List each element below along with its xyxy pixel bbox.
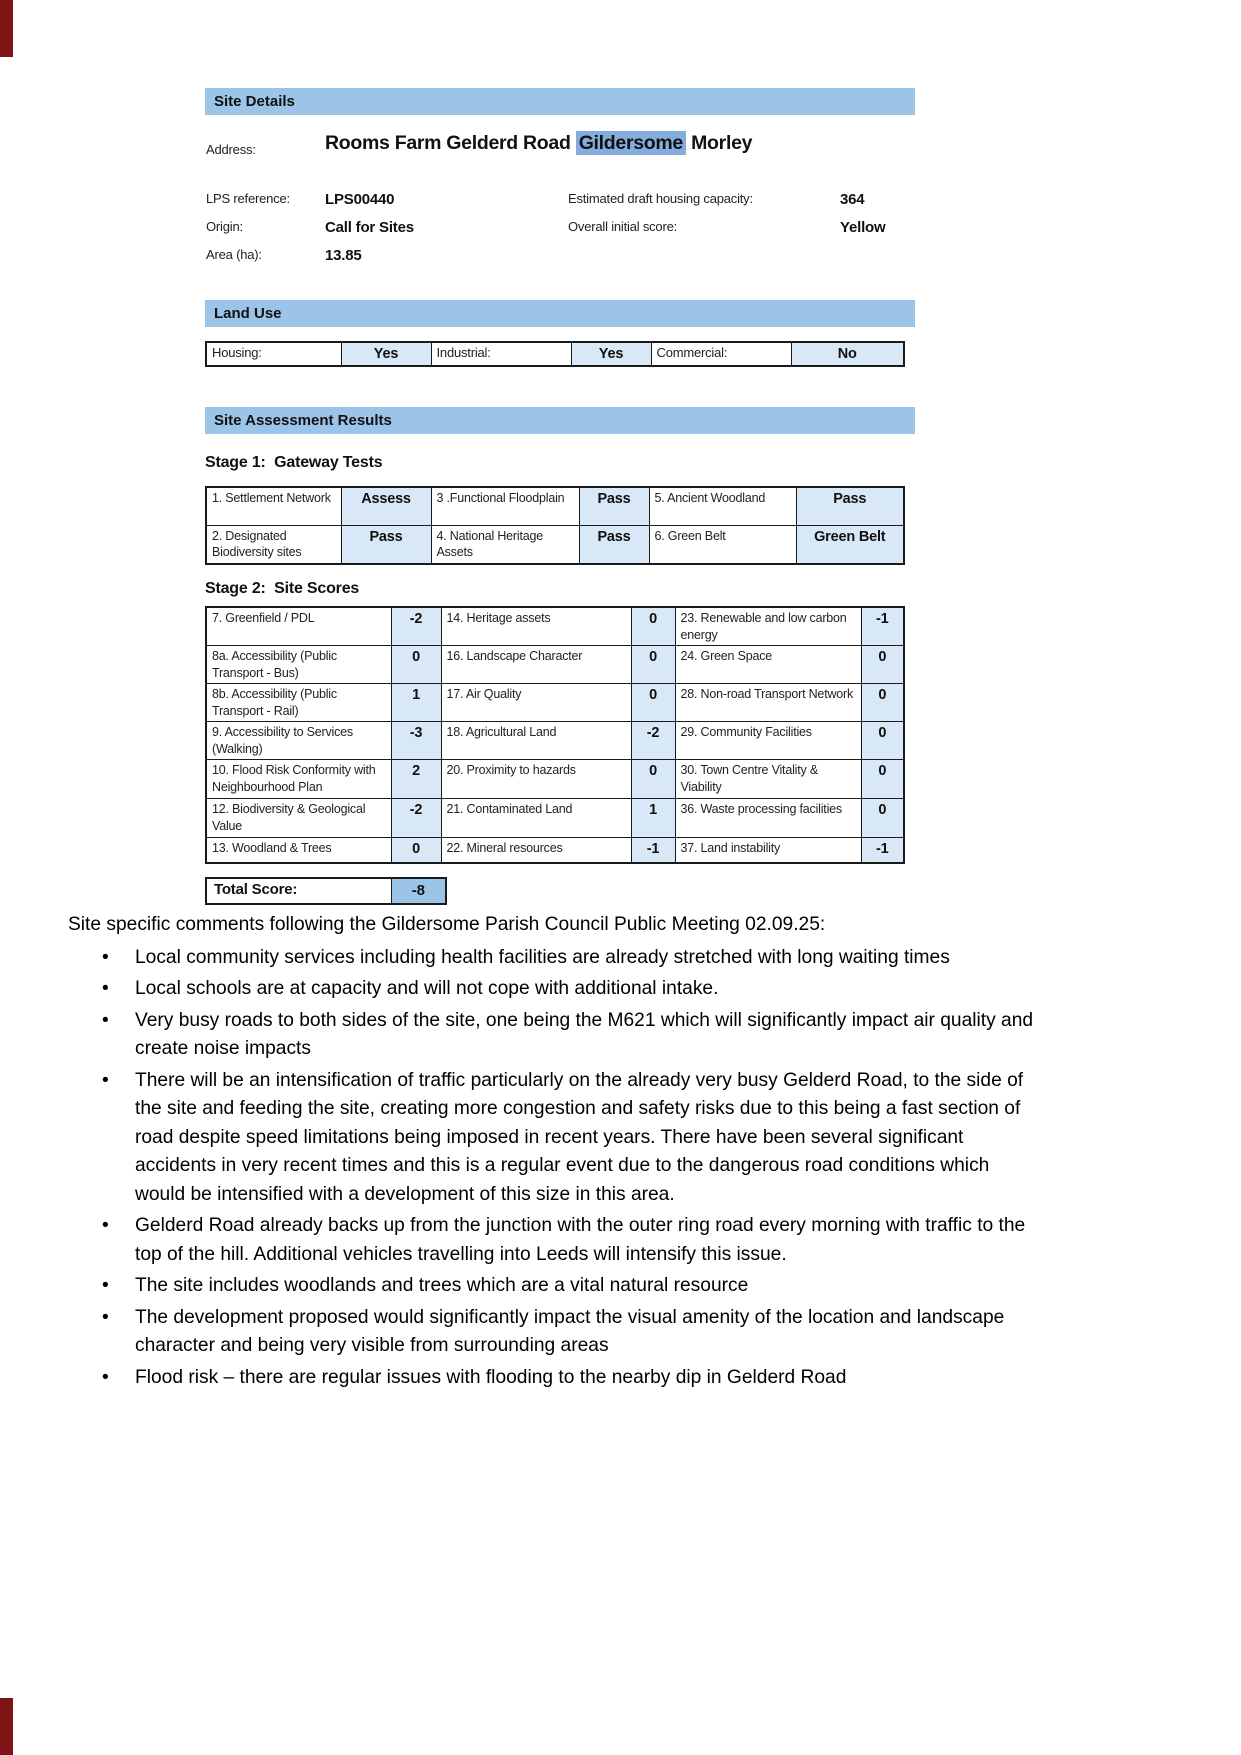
section-title: Site Details xyxy=(214,93,295,110)
criterion-score: 1 xyxy=(631,799,675,838)
address-label: Address: xyxy=(206,142,256,157)
total-score-label: Total Score: xyxy=(206,878,391,904)
criterion-score: -1 xyxy=(631,838,675,863)
total-score-value: -8 xyxy=(391,878,446,904)
criterion-score: 0 xyxy=(861,760,904,799)
criterion-result: Pass xyxy=(341,525,431,564)
table-row xyxy=(206,722,904,760)
table-row xyxy=(206,525,904,564)
criterion-label: 22. Mineral resources xyxy=(441,838,631,863)
criterion-result: Pass xyxy=(579,525,649,564)
land-use-value: Yes xyxy=(571,342,651,366)
land-use-label: Industrial: xyxy=(431,342,571,366)
initial-score-label: Overall initial score: xyxy=(568,219,678,234)
housing-capacity-label: Estimated draft housing capacity: xyxy=(568,191,753,206)
page-edge-mark-bottom xyxy=(0,1698,13,1755)
stage2-heading: Stage 2: Site Scores xyxy=(205,580,360,597)
table-row xyxy=(206,684,904,722)
stage1-gateway-tests-table xyxy=(205,486,905,565)
criterion-result: Pass xyxy=(796,487,904,525)
criterion-score: 0 xyxy=(391,838,441,863)
comment-bullet: • Local community services including health facilities are already stretched with long waiting times xyxy=(68,944,1044,973)
criterion-label: 29. Community Facilities xyxy=(675,722,861,760)
criterion-score: 0 xyxy=(631,684,675,722)
criterion-score: 0 xyxy=(631,760,675,799)
criterion-label: 1. Settlement Network xyxy=(206,487,341,525)
criterion-score: 0 xyxy=(861,684,904,722)
criterion-label: 7. Greenfield / PDL xyxy=(206,607,391,646)
criterion-score: 0 xyxy=(391,646,441,684)
criterion-score: -1 xyxy=(861,607,904,646)
land-use-table xyxy=(205,341,905,367)
area-label: Area (ha): xyxy=(206,247,262,262)
criterion-label: 36. Waste processing facilities xyxy=(675,799,861,838)
criterion-label: 5. Ancient Woodland xyxy=(649,487,796,525)
criterion-label: 21. Contaminated Land xyxy=(441,799,631,838)
lps-reference-label: LPS reference: xyxy=(206,191,290,206)
criterion-label: 16. Landscape Character xyxy=(441,646,631,684)
section-header-assessment-results xyxy=(205,407,915,434)
criterion-score: 0 xyxy=(631,607,675,646)
criterion-label: 37. Land instability xyxy=(675,838,861,863)
criterion-score: -2 xyxy=(631,722,675,760)
origin-label: Origin: xyxy=(206,219,243,234)
stage1-heading: Stage 1: Gateway Tests xyxy=(205,454,383,471)
site-comments-section xyxy=(68,911,1044,1395)
criterion-label: 6. Green Belt xyxy=(649,525,796,564)
table-row xyxy=(206,342,904,366)
origin-value: Call for Sites xyxy=(325,219,414,236)
criterion-label: 20. Proximity to hazards xyxy=(441,760,631,799)
criterion-score: -1 xyxy=(861,838,904,863)
criterion-score: 0 xyxy=(631,646,675,684)
criterion-score: 2 xyxy=(391,760,441,799)
address-text-pre: Rooms Farm Gelderd Road xyxy=(325,132,576,154)
land-use-label: Housing: xyxy=(206,342,341,366)
section-header-site-details xyxy=(205,88,915,115)
comment-bullet: • Very busy roads to both sides of the site, one being the M621 which will significantly impact air quality and create noise impacts xyxy=(68,1007,1044,1064)
land-use-value: Yes xyxy=(341,342,431,366)
address-text-highlighted: Gildersome xyxy=(576,131,686,155)
criterion-score: -3 xyxy=(391,722,441,760)
land-use-label: Commercial: xyxy=(651,342,791,366)
comments-intro: Site specific comments following the Gildersome Parish Council Public Meeting 02.09.25: xyxy=(68,914,826,935)
table-row xyxy=(206,760,904,799)
lps-reference-value: LPS00440 xyxy=(325,191,395,208)
comment-bullet: • Local schools are at capacity and will not cope with additional intake. xyxy=(68,975,1044,1004)
initial-score-value: Yellow xyxy=(840,219,886,236)
table-row xyxy=(206,487,904,525)
criterion-label: 4. National Heritage Assets xyxy=(431,525,579,564)
criterion-score: 0 xyxy=(861,722,904,760)
stage2-site-scores-table xyxy=(205,606,905,864)
criterion-label: 28. Non-road Transport Network xyxy=(675,684,861,722)
criterion-score: -2 xyxy=(391,607,441,646)
criterion-label: 9. Accessibility to Services (Walking) xyxy=(206,722,391,760)
criterion-label: 23. Renewable and low carbon energy xyxy=(675,607,861,646)
criterion-label: 8a. Accessibility (Public Transport - Bus) xyxy=(206,646,391,684)
comment-bullet: • Flood risk – there are regular issues with flooding to the nearby dip in Gelderd Road xyxy=(68,1364,1044,1393)
criterion-label: 10. Flood Risk Conformity with Neighbourhood Plan xyxy=(206,760,391,799)
comment-bullet: • The development proposed would significantly impact the visual amenity of the location and landscape character and being very visible from surrounding areas xyxy=(68,1304,1044,1361)
criterion-label: 12. Biodiversity & Geological Value xyxy=(206,799,391,838)
page-edge-mark-top xyxy=(0,0,13,57)
criterion-score: 1 xyxy=(391,684,441,722)
criterion-result: Green Belt xyxy=(796,525,904,564)
section-header-land-use xyxy=(205,300,915,327)
comment-bullet: • Gelderd Road already backs up from the junction with the outer ring road every morning with traffic to the top of the hill. Additional vehicles travelling into Leeds will intensify this issue. xyxy=(68,1212,1044,1269)
section-title: Land Use xyxy=(214,305,282,322)
criterion-label: 30. Town Centre Vitality & Viability xyxy=(675,760,861,799)
criterion-result: Pass xyxy=(579,487,649,525)
criterion-score: 0 xyxy=(861,799,904,838)
address-text-post: Morley xyxy=(685,132,753,154)
area-value: 13.85 xyxy=(325,247,362,264)
criterion-label: 14. Heritage assets xyxy=(441,607,631,646)
table-row xyxy=(206,607,904,646)
address-value xyxy=(325,132,752,155)
criterion-result: Assess xyxy=(341,487,431,525)
table-row xyxy=(206,838,904,863)
table-row xyxy=(206,646,904,684)
criterion-score: 0 xyxy=(861,646,904,684)
criterion-label: 3 .Functional Floodplain xyxy=(431,487,579,525)
housing-capacity-value: 364 xyxy=(840,191,865,208)
criterion-label: 24. Green Space xyxy=(675,646,861,684)
section-title: Site Assessment Results xyxy=(214,412,392,429)
table-row xyxy=(206,878,446,904)
comments-list xyxy=(68,944,1044,1393)
criterion-label: 18. Agricultural Land xyxy=(441,722,631,760)
comment-bullet: • There will be an intensification of traffic particularly on the already very busy Gelderd Road, to the side of the site and feeding the site, creating more congestion and safety risks due to this being a fast section of road despite speed limitations being imposed in recent years. There have been several significant accidents in very recent times and this is a regular event due to the dangerous road conditions which would be intensified with a development of this size in this area. xyxy=(68,1067,1044,1210)
criterion-label: 17. Air Quality xyxy=(441,684,631,722)
criterion-label: 2. Designated Biodiversity sites xyxy=(206,525,341,564)
criterion-score: -2 xyxy=(391,799,441,838)
criterion-label: 13. Woodland & Trees xyxy=(206,838,391,863)
total-score-table xyxy=(205,877,447,905)
table-row xyxy=(206,799,904,838)
criterion-label: 8b. Accessibility (Public Transport - Rail) xyxy=(206,684,391,722)
land-use-value: No xyxy=(791,342,904,366)
comment-bullet: • The site includes woodlands and trees which are a vital natural resource xyxy=(68,1272,1044,1301)
